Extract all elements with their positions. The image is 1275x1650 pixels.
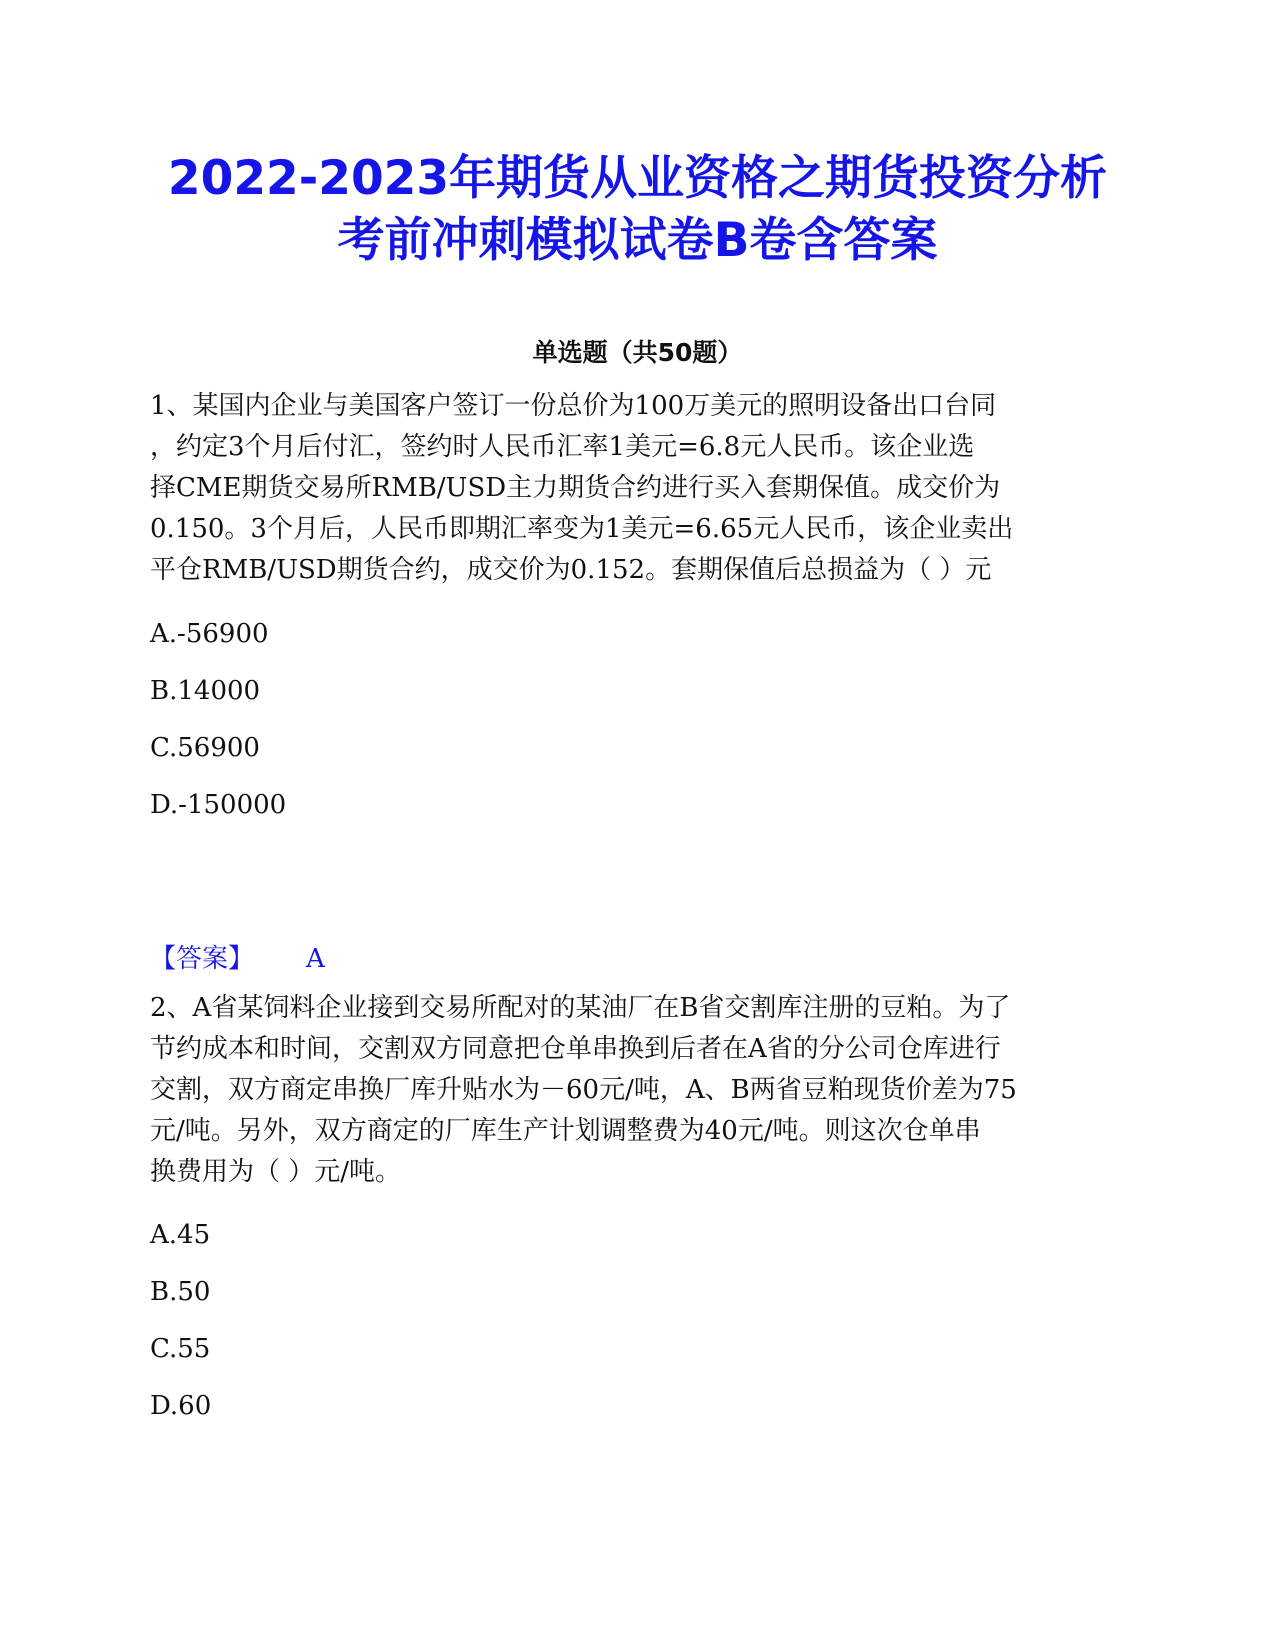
question-1-line: 1、某国内企业与美国客户签订一份总价为100万美元的照明设备出口台同 <box>150 391 997 421</box>
question-1-option-d: D.-150000 <box>150 790 287 820</box>
question-1-line: 择CME期货交易所RMB/USD主力期货合约进行买入套期保值。成交价为 <box>150 473 1001 503</box>
question-2-line: 换费用为（ ）元/吨。 <box>150 1157 402 1187</box>
question-2-line: 2、A省某饲料企业接到交易所配对的某油厂在B省交割库注册的豆粕。为了 <box>150 993 1011 1023</box>
page-title-line-2: 考前冲刺模拟试卷B卷含答案 <box>337 213 938 268</box>
question-2-line: 节约成本和时间，交割双方同意把仓单串换到后者在A省的分公司仓库进行 <box>150 1034 1001 1064</box>
page-title <box>0 148 1275 272</box>
question-1-line: 0.150。3个月后，人民币即期汇率变为1美元=6.65元人民币，该企业卖出 <box>150 514 1014 544</box>
question-1-option-c: C.56900 <box>150 733 260 763</box>
question-2-text <box>150 988 1140 1193</box>
question-2-option-a: A.45 <box>150 1220 211 1250</box>
question-1-answer <box>150 942 325 976</box>
question-2-line: 元/吨。另外，双方商定的厂库生产计划调整费为40元/吨。则这次仓单串 <box>150 1116 981 1146</box>
answer-label: 【答案】 <box>150 944 255 974</box>
question-2-option-b: B.50 <box>150 1277 211 1307</box>
question-1-option-b: B.14000 <box>150 676 261 706</box>
question-2-line: 交割，双方商定串换厂库升贴水为－60元/吨，A、B两省豆粕现货价差为75 <box>150 1075 1017 1105</box>
question-1-text <box>150 386 1140 591</box>
answer-value: A <box>306 944 325 974</box>
question-1-option-a: A.-56900 <box>150 619 269 649</box>
question-1-line: 平仓RMB/USD期货合约，成交价为0.152。套期保值后总损益为（ ）元 <box>150 555 992 585</box>
question-2-option-d: D.60 <box>150 1391 212 1421</box>
question-2-option-c: C.55 <box>150 1334 211 1364</box>
section-heading: 单选题（共50题） <box>532 338 743 367</box>
page-title-line-1: 2022-2023年期货从业资格之期货投资分析 <box>167 151 1108 206</box>
question-1-line: ，约定3个月后付汇，签约时人民币汇率1美元=6.8元人民币。该企业选 <box>150 432 975 462</box>
